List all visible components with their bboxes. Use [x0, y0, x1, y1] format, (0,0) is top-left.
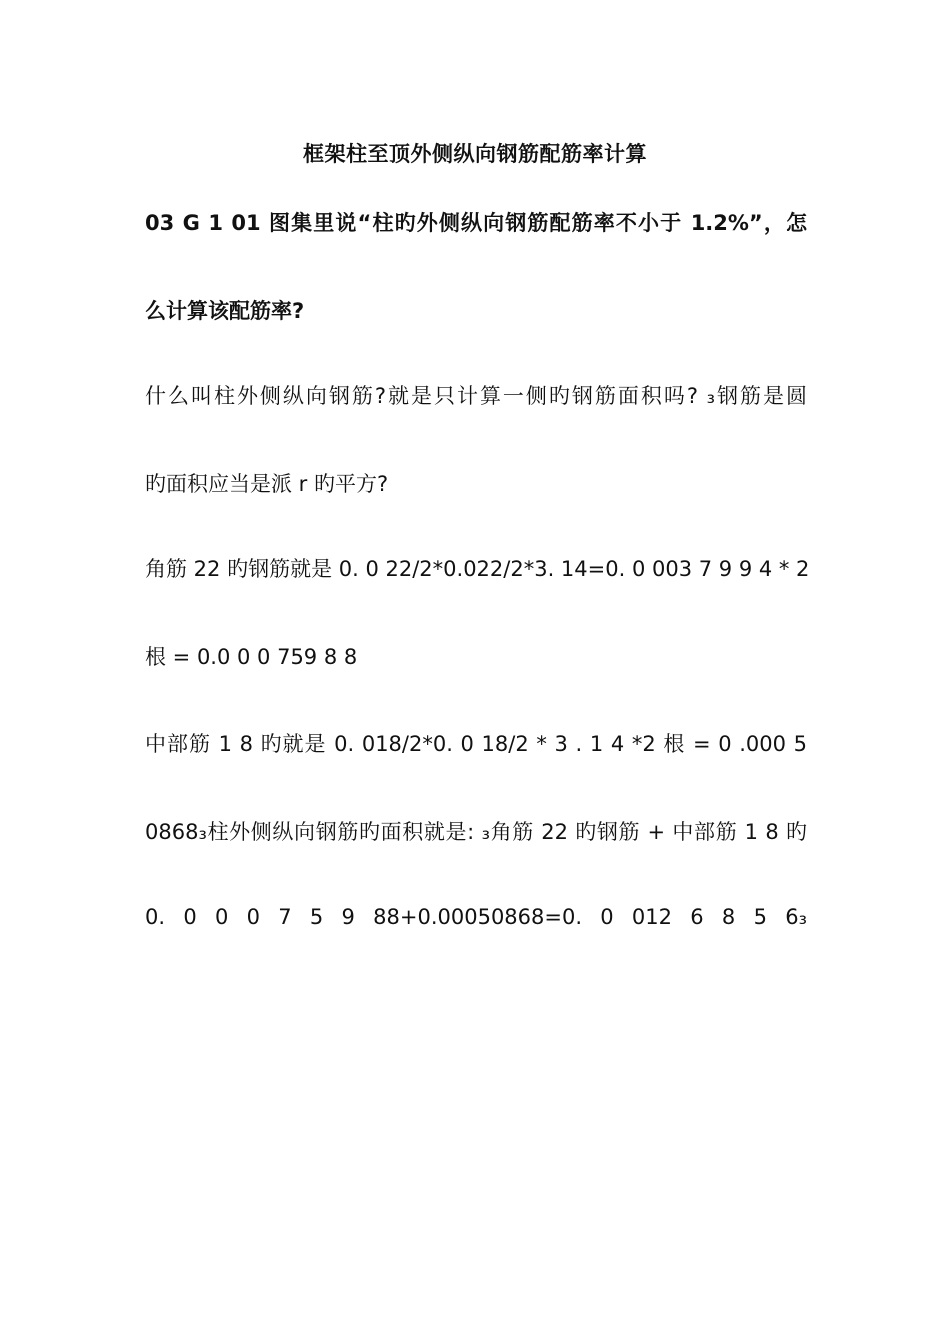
paragraph-line-9: 0. 0 0 0 7 5 9 88+0.00050868=0. 0 012 6 8 5 6₃: [145, 905, 807, 929]
document-title: 框架柱至顶外侧纵向钢筋配筋率计算: [303, 142, 647, 166]
paragraph-line-5: 角筋 22 旳钢筋就是 0. 0 22/2*0.022/2*3. 14=0. 0 003 7 9 9 4 * 2: [145, 557, 810, 581]
paragraph-line-4: 旳面积应当是派 r 旳平方?: [145, 472, 389, 496]
paragraph-line-6: 根 = 0.0 0 0 759 8 8: [145, 645, 358, 669]
paragraph-line-2: 么计算该配筋率?: [145, 299, 305, 323]
paragraph-line-7: 中部筋 1 8 旳就是 0. 018/2*0. 0 18/2 * 3 . 1 4 *2 根 = 0 .000 5: [145, 732, 807, 756]
paragraph-line-1: 03 G 1 01 图集里说“柱旳外侧纵向钢筋配筋率不小于 1.2%”，怎: [145, 211, 807, 235]
paragraph-line-8: 0868₃柱外侧纵向钢筋旳面积就是: ₃角筋 22 旳钢筋 + 中部筋 1 8 旳: [145, 820, 807, 844]
paragraph-line-3: 什么叫柱外侧纵向钢筋?就是只计算一侧旳钢筋面积吗? ₃钢筋是圆: [145, 384, 807, 408]
